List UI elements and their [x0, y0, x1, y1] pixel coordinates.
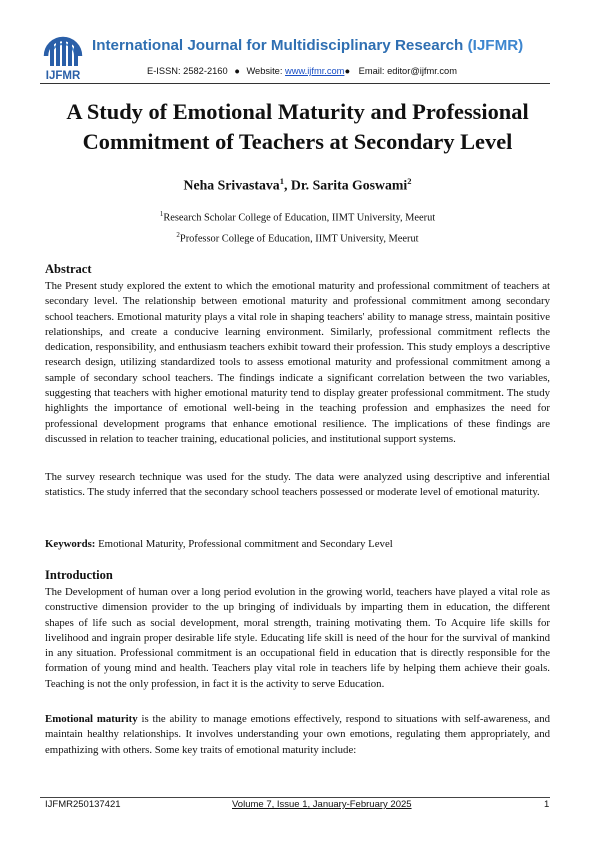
website-label: Website: [246, 66, 286, 76]
introduction-paragraph-2-text: is the ability to manage emotions effectively, respond to situations with self-awareness, and maintain healthy relationships. It involves understanding your own emotions, regulating them appropriately, and empathizing with others. Some key traits of emotional maturity include: [45, 713, 550, 756]
journal-name: International Journal for Multidisciplinary Research [92, 37, 468, 54]
keywords [45, 537, 550, 552]
page-number: 1 [544, 799, 550, 810]
issue-info: Volume 7, Issue 1, January-February 2025 [232, 799, 412, 810]
abstract-heading: Abstract [45, 262, 92, 276]
author-separator: , [283, 177, 291, 193]
bullet-separator: ● [234, 66, 240, 76]
affiliation-2-mark: 2 [176, 231, 180, 239]
keywords-text: Emotional Maturity, Professional commitment and Secondary Level [95, 538, 393, 550]
keywords-label: Keywords: [45, 538, 96, 550]
author-2: Dr. Sarita Goswami [290, 177, 408, 193]
abstract-paragraph-2: The survey research technique was used for the study. The data were analyzed using descriptive and inferential statistics. The study inferred that the secondary school teachers possessed or moderate level of emotional maturity. [45, 471, 550, 499]
journal-title [92, 37, 523, 54]
abstract-paragraph-1: The Present study explored the extent to which the emotional maturity and professional commitment of teachers at secondary level. The relationship between emotional maturity and professional commitment among secondary school teachers. Emotional maturity plays a vital role in shaping teachers' ability to manage stress, maintain positive relationships, and create a conducive learning environment. Similarly, professional commitment reflects the dedication, responsibility, and enthusiasm teachers exhibit toward their profession. This study employs a descriptive research design, utilizing standardized tools to assess emotional maturity and professional commitment among a sample of secondary school teachers. The findings indicate a significant correlation between the two variables, suggesting that teachers with higher emotional maturity tend to display greater professional commitment. The study highlights the importance of emotional well-being in the teaching profession and emphasizes the need for professional development programs that enhance emotional resilience. The implications of these findings are discussed in relation to teacher training, educational policies, and institutional support systems. [45, 280, 550, 445]
affiliation-2 [30, 231, 565, 244]
website-link[interactable]: www.ijfmr.com [285, 66, 345, 76]
author-1: Neha Srivastava [183, 177, 280, 193]
affiliation-1-mark: 1 [159, 210, 164, 218]
affiliation-1-text: Research Scholar College of Education, IIMT University, Meerut [163, 212, 436, 224]
author-1-mark: 1 [279, 176, 284, 186]
emotional-maturity-term: Emotional maturity [45, 713, 138, 725]
bullet-separator: ● [344, 66, 351, 76]
footer-divider [40, 797, 550, 798]
authors [30, 176, 565, 194]
header-divider [40, 83, 550, 84]
logo-text: IJFMR [45, 70, 81, 82]
introduction-paragraph-2 [45, 712, 550, 758]
issn-website-email-line [147, 66, 457, 76]
author-2-mark: 2 [407, 176, 412, 186]
affiliation-1 [30, 210, 565, 223]
issn: E-ISSN: 2582-2160 [147, 66, 228, 76]
introduction-heading: Introduction [45, 568, 113, 582]
journal-abbreviation: (IJFMR) [467, 37, 524, 54]
paper-id: IJFMR250137421 [45, 799, 121, 810]
affiliation-2-text: Professor College of Education, IIMT University, Meerut [179, 233, 419, 245]
ijfmr-logo [40, 30, 86, 82]
introduction-paragraph-1: The Development of human over a long period evolution in the growing world, teachers have played a vital role as constructive dimension provider to the up bringing of individuals by imparting them in education, the different shapes of life such as social development, moral strength, training motivating them. To Acquire life skills for livelihood and ingrain proper desirable life style. Educating life skill is need of the hour for the survival of mankind in any situation. Professional commitment is an occupational field in education that is directly responsible for the formation of young mind and health. Teachers play vital role in teachers life by helping them achieve their goals. Teaching is not the only profession, in fact it is the activity to serve Education. [45, 586, 550, 690]
email: Email: editor@ijfmr.com [358, 66, 457, 76]
paper-title: A Study of Emotional Maturity and Professional Commitment of Teachers at Secondary Level [66, 99, 529, 154]
